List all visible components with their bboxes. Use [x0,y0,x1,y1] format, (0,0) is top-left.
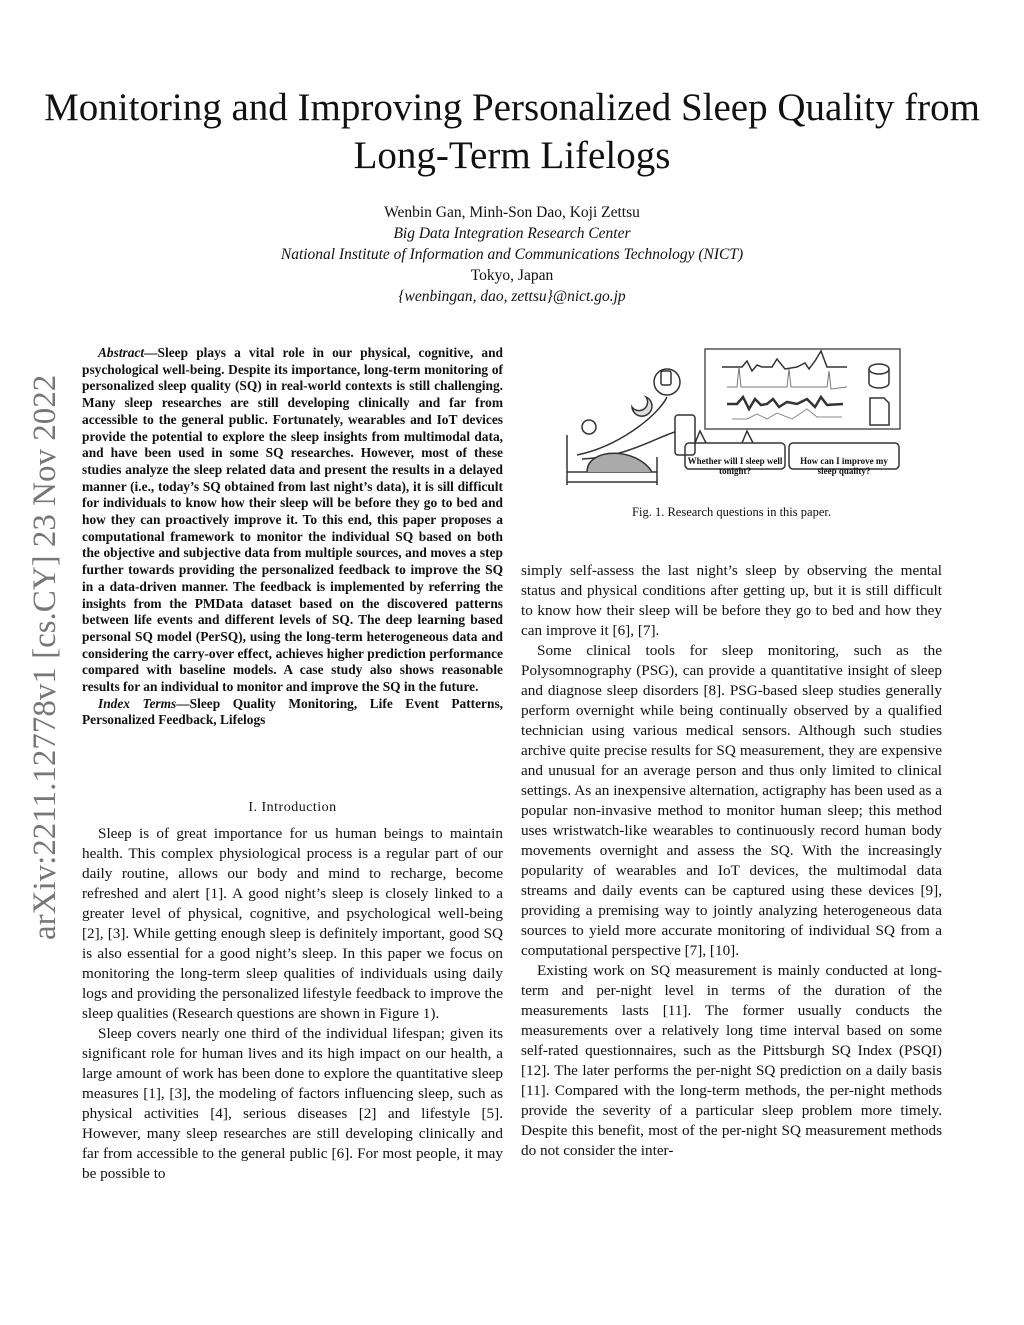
abstract [82,345,503,729]
paragraph: Sleep is of great importance for us human beings to maintain health. This complex physiological process is a regular part of our daily routine, allows our body and mind to recharge, become refreshed and alert [1]. A good night’s sleep is closely linked to a greater level of physical, cognitive, and psychological well-being [2], [3]. While getting enough sleep is definitely important, good SQ is also essential for a good night’s sleep. In this paper we focus on monitoring the long-term sleep qualities of individuals using daily logs and providing the personalized lifestyle feedback to improve the sleep qualities (Research questions are shown in Figure 1). [82,825,503,1022]
arxiv-identifier: arXiv:2211.12778v1 [cs.CY] 23 Nov 2022 [27,374,63,940]
affiliation-center: Big Data Integration Research Center [393,225,631,242]
left-column-body [82,798,503,1184]
section-heading: I. Introduction [248,800,337,815]
speech-bubble-sleep-tonight: Whether will I sleep well tonight? [687,456,783,476]
paper-title: Monitoring and Improving Personalized Sleep Quality from Long-Term Lifelogs [44,86,980,177]
paragraph: Some clinical tools for sleep monitoring, such as the Polysomnography (PSG), can provide a quantitative insight of sleep and diagnose sleep disorders [8]. PSG-based sleep studies generally perform overnight while being continually observed by a qualified technician using various medical sensors. Although such studies archive quite precise results for SQ measurement, they are expensive and unusual for an average person and thus only limited to clinical settings. As an inexpensive alternation, actigraphy has been used as a popular non-invasive method to monitor human sleep; this method uses wristwatch-like wearables to continuously record human body movements overnight and assess the SQ. With the increasingly popularity of wearables and IoT devices, the multimodal data streams and daily events can be captured using these devices [9], providing a premising way to jointly analyzing heterogeneous data sources to yield more accurate monitoring of individual SQ from a computational perspective [7], [10]. [521,642,942,959]
author-names: Wenbin Gan, Minh-Son Dao, Koji Zettsu [384,204,640,221]
affiliation-institute: National Institute of Information and Communications Technology (NICT) [280,246,744,263]
abstract-label: Abstract [98,345,145,360]
paragraph: simply self-assess the last night’s sleep by observing the mental status and physical conditions after getting up, but it is still difficult to know how their sleep will be before they go to bed and how they can improve it [6], [7]. [521,562,942,639]
location: Tokyo, Japan [470,267,554,284]
index-terms-text: —Sleep Quality Monitoring, Life Event Patterns, Personalized Feedback, Lifelogs [82,695,504,728]
index-terms-label: Index Terms [98,695,177,711]
figure-caption: Fig. 1. Research questions in this paper. [632,505,831,519]
paragraph: Existing work on SQ measurement is mainly conducted at long-term and per-night level in terms of the duration of the measurements lasts [11]. The former usually conducts the measurements over a relatively long time interval based on some self-rated questionnaires, such as the Pittsburgh SQ Index (PSQI) [12]. The later performs the per-night SQ prediction on a daily basis [11]. Compared with the long-term methods, the per-night methods provide the severity of a particular sleep problem more timely. Despite this benefit, most of the per-night SQ measurement methods do not consider the inter- [521,962,942,1159]
right-column-body [521,561,942,1161]
speech-bubble-improve-quality: How can I improve my sleep quality? [800,456,888,476]
author-block [0,202,1024,307]
email: {wenbingan, dao, zettsu}@nict.go.jp [398,288,626,305]
abstract-text: —Sleep plays a vital role in our physical, cognitive, and psychological well-being. Despite its importance, long-term monitoring of personalized sleep quality (SQ) in real-world contexts is still challenging. Many sleep researches are still developing clinically and far from accessible to the general public. Fortunately, wearables and IoT devices provide the potential to explore the sleep insights from multimodal data, and have been used in some SQ researches. However, most of these studies analyze the sleep related data and present the results in a delayed manner (i.e., today’s SQ obtained from last night’s data), it is sill difficult for individuals to know how their sleep will be before they go to bed and how they can proactively improve it. To this end, this paper proposes a computational framework to monitor the individual SQ based on both the objective and subjective data from multiple sources, and moves a step further towards providing the personalized feedback to improve the SQ in a data-driven manner. The feedback is implemented by referring the insights from the PMData dataset based on the discovered patterns between life events and different levels of SQ. The deep learning based personal SQ model (PerSQ), using the long-term heterogeneous data and considering the carry-over effect, achieves higher prediction performance compared with baseline models. A case study also shows reasonable results for an individual to monitor and improve the SQ in the future. [82,345,503,695]
paragraph: Sleep covers nearly one third of the individual lifespan; given its significant role for human lives and its high impact on our health, a large amount of work has been done to explore the quantitative sleep measures [1], [3], the modeling of factors influencing sleep, such as physical activities [4], serious diseases [2] and lifestyle [5]. However, many sleep researches are still developing clinically and far from accessible to the general public [6]. For most people, it may be possible to [82,1025,503,1182]
